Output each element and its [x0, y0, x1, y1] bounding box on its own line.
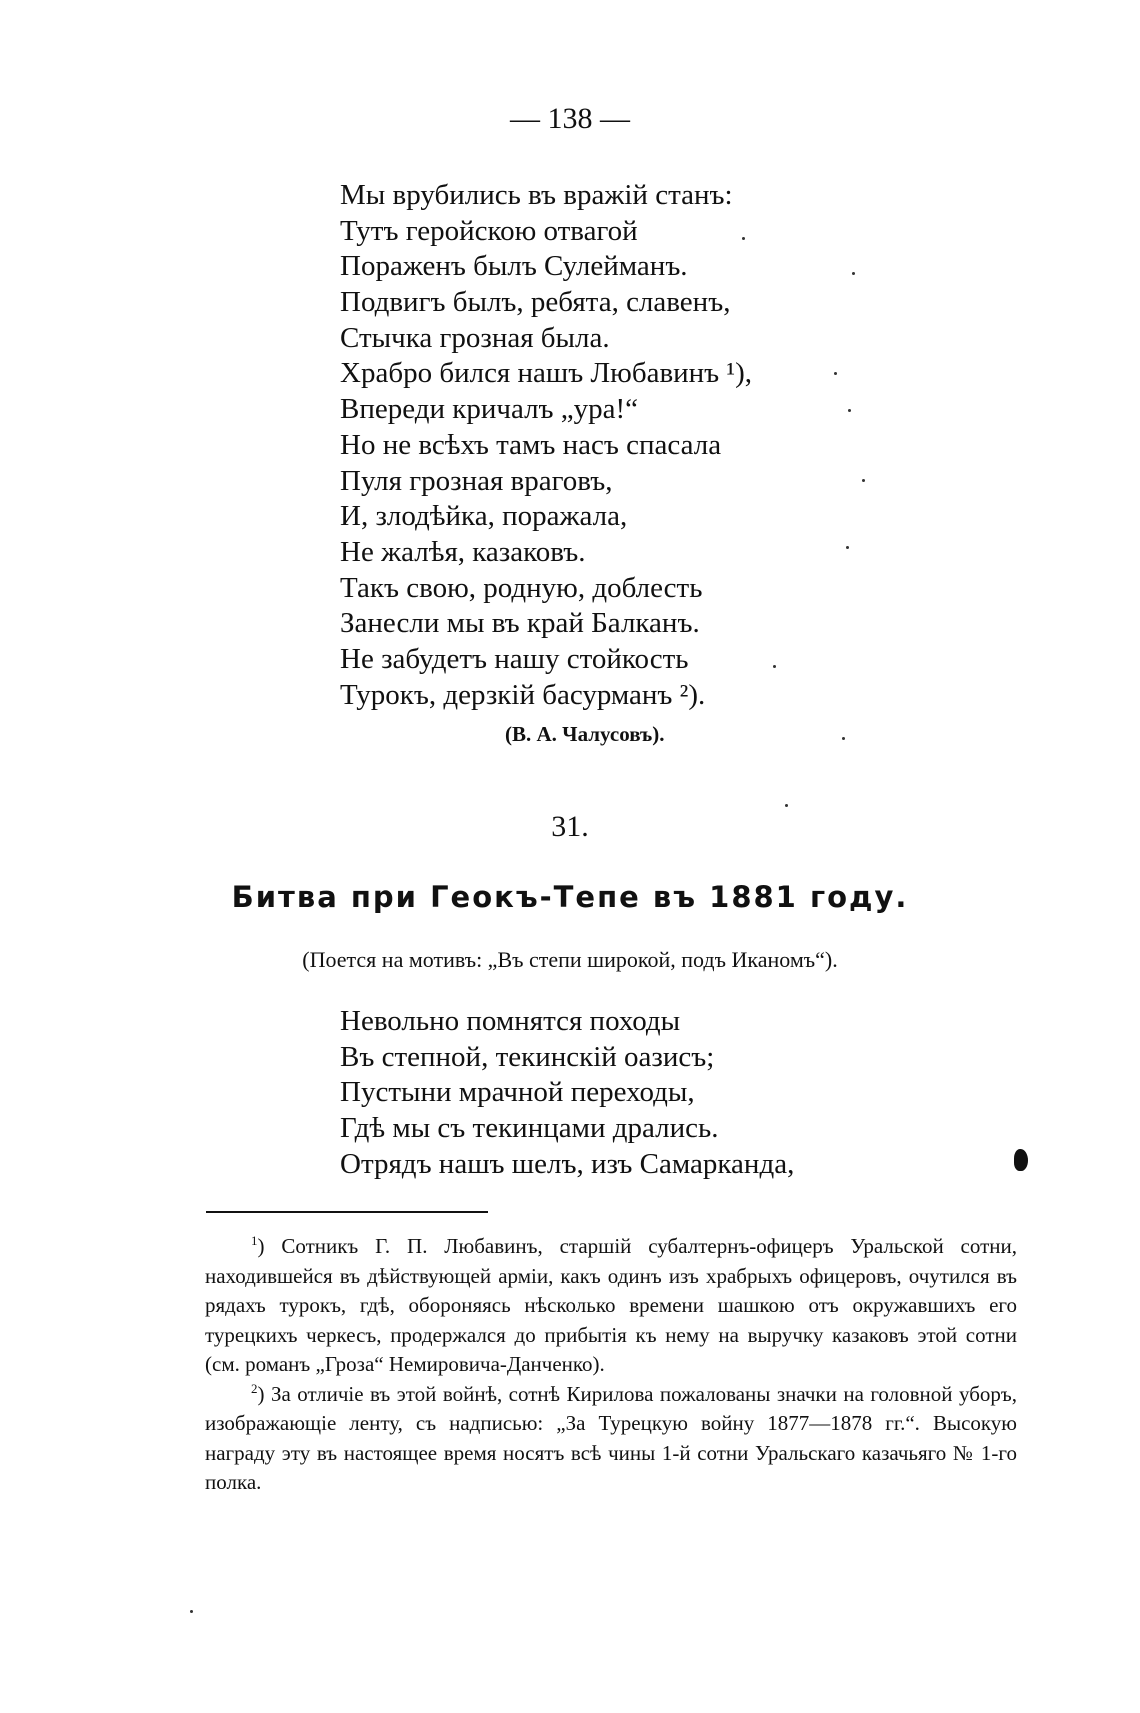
footnote-divider — [206, 1211, 488, 1213]
poem-line: Стычка грозная была. — [340, 321, 610, 354]
poem-bottom — [340, 1004, 900, 1182]
section-title: Битва при Геокъ-Тепе въ 1881 году. — [231, 880, 909, 914]
poem-line: Отрядъ нашъ шелъ, изъ Самарканда, — [340, 1147, 795, 1180]
scan-speck — [862, 479, 865, 482]
poem-line: Храбро бился нашъ Любавинъ ¹), — [340, 357, 753, 390]
poem-line: Гдѣ мы съ текинцами дрались. — [340, 1112, 719, 1145]
page-number: — 138 — — [510, 102, 630, 135]
poem-line: Турокъ, дерзкій басурманъ ²). — [340, 678, 706, 711]
ink-blot — [1014, 1149, 1028, 1171]
scan-speck — [834, 372, 837, 375]
scan-speck — [742, 237, 745, 240]
poem-line: Но не всѣхъ тамъ насъ спасала — [340, 428, 722, 461]
scan-speck — [848, 409, 851, 412]
poem-line: Впереди кричалъ „ура!“ — [340, 393, 639, 426]
footnotes — [205, 1232, 1017, 1498]
section-number: 31. — [551, 810, 589, 843]
poem-line: Невольно помнятся походы — [340, 1005, 681, 1037]
scan-speck — [773, 665, 776, 668]
poem-line: Такъ свою, родную, доблесть — [340, 571, 703, 604]
poem-top — [340, 178, 900, 713]
poem-line: И, злодѣйка, поражала, — [340, 500, 628, 533]
poem-line: Тутъ геройскою отвагой — [340, 214, 638, 247]
poem-line: Пуля грозная враговъ, — [340, 464, 613, 497]
poem-line: Подвигъ былъ, ребята, славенъ, — [340, 286, 731, 319]
poem-line: Пораженъ былъ Сулейманъ. — [340, 250, 688, 283]
footnote-2 — [205, 1380, 1017, 1498]
poem-line: Не забудетъ нашу стойкость — [340, 642, 689, 675]
footnote-1 — [205, 1232, 1017, 1380]
scan-speck — [785, 804, 788, 807]
poem-author: (В. А. Чалусовъ). — [505, 722, 665, 746]
poem-line: Не жалѣя, казаковъ. — [340, 535, 586, 568]
poem-line: Занесли мы въ край Балканъ. — [340, 607, 700, 640]
poem-line: Пустыни мрачной переходы, — [340, 1076, 695, 1109]
footnote-text: ) Сотникъ Г. П. Любавинъ, старшій субалтернъ-офицеръ Уральской сотни, находившейся въ дѣйствующей арміи, какъ одинъ изъ храбрыхъ офицеровъ, очутился въ рядахъ турокъ, гдѣ, обороняясь нѣсколько времени шашкою отъ окружавшихъ его турецкихъ черкесъ, продержался до прибытія къ нему на выручку казаковъ этой сотни (см. романъ „Гроза“ Немировича-Данченко). — [205, 1234, 1017, 1376]
footnote-marker: 1 — [251, 1233, 258, 1248]
scan-speck — [842, 737, 845, 740]
scan-speck — [846, 546, 849, 549]
tune-note: (Поется на мотивъ: „Въ степи широкой, подъ Иканомъ“). — [302, 947, 838, 972]
scan-speck — [190, 1610, 193, 1613]
footnote-marker: 2 — [251, 1380, 258, 1396]
poem-line: Мы врубились въ вражій станъ: — [340, 179, 733, 211]
poem-line: Въ степной, текинскій оазисъ; — [340, 1040, 715, 1073]
scan-speck — [852, 272, 855, 275]
footnote-text: ) За отличіе въ этой войнѣ, сотнѣ Кирилова пожалованы значки на головной уборъ, изображающіе ленту, съ надписью: „За Турецкую войну 1877—1878 гг.“. Высокую награду эту въ настоящее время носятъ всѣ чины 1-й сотни Уральскаго казачьяго № 1-го полка. — [205, 1381, 1017, 1494]
